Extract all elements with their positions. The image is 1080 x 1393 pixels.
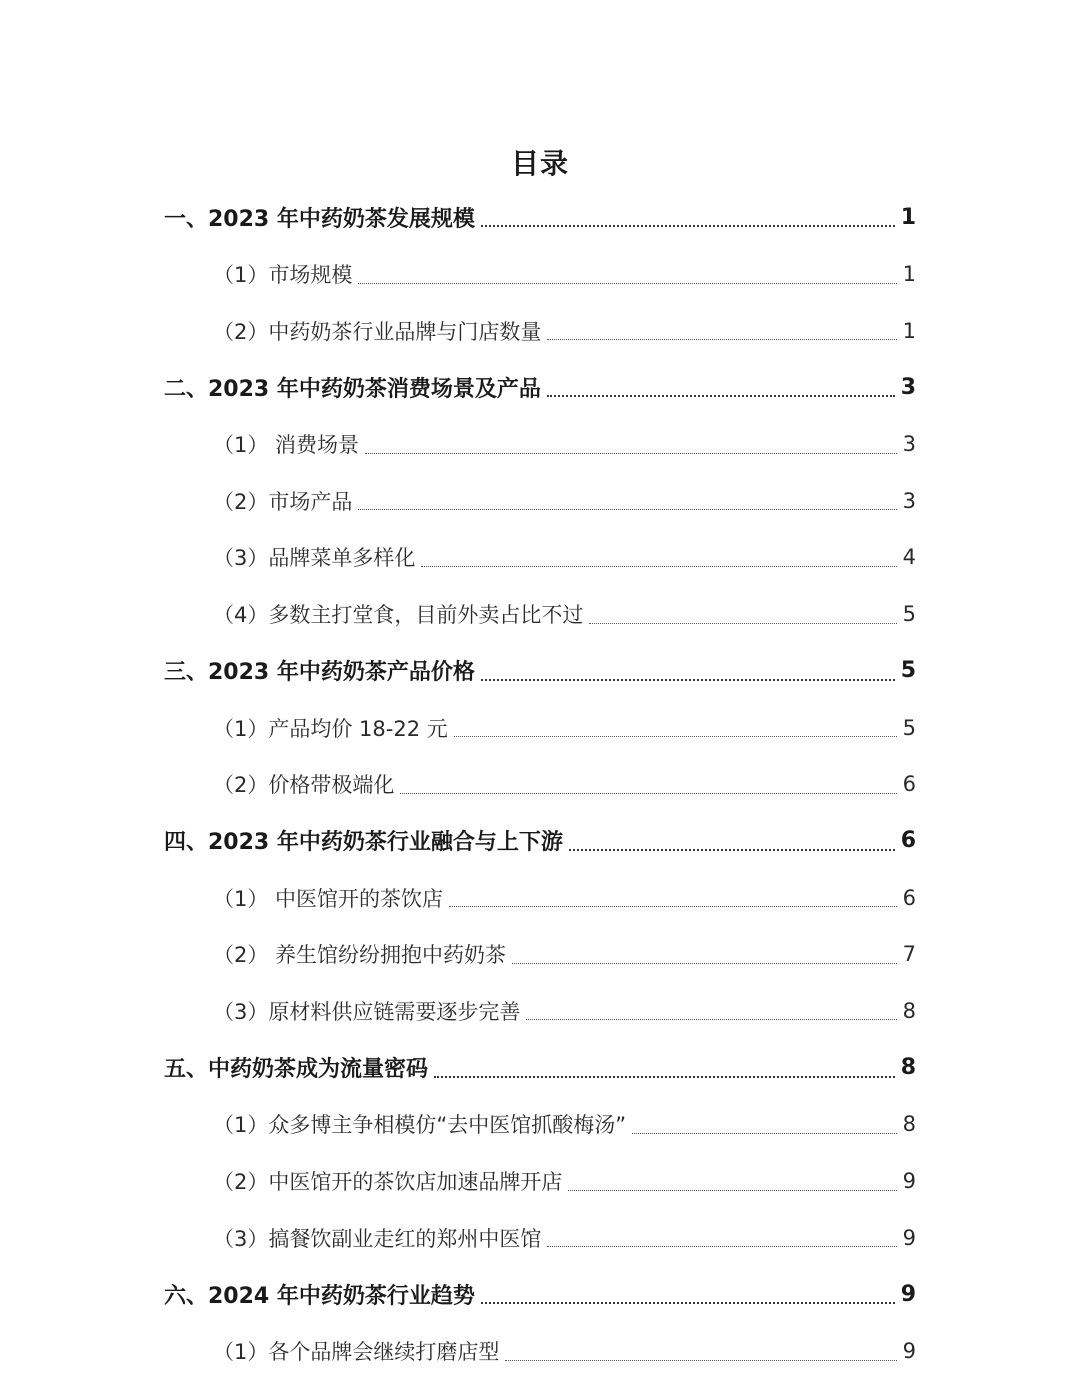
toc-dot-leader: [434, 1076, 895, 1078]
toc-subsection-entry[interactable]: [0, 246, 1080, 303]
toc-dot-leader: [481, 1302, 895, 1304]
toc-dot-leader: [547, 1246, 896, 1247]
toc-dot-leader: [589, 623, 896, 624]
toc-page-number: 9: [900, 1281, 916, 1307]
toc-entry-text: （1） 消费场景: [213, 433, 360, 458]
toc-page-number: 5: [902, 602, 916, 627]
toc-entry-text: （2） 养生馆纷纷拥抱中药奶茶: [213, 943, 507, 968]
toc-subsection-entry[interactable]: [0, 529, 1080, 586]
toc-dot-leader: [358, 283, 896, 284]
toc-entry-text: 一、2023 年中药奶茶发展规模: [164, 206, 475, 232]
toc-section-entry[interactable]: [0, 359, 1080, 416]
toc-dot-leader: [547, 395, 895, 397]
toc-subsection-entry[interactable]: [0, 472, 1080, 529]
toc-entry-text: （2）价格带极端化: [213, 773, 395, 798]
toc-page-number: 6: [902, 885, 916, 910]
toc-subsection-entry[interactable]: [0, 586, 1080, 643]
toc-dot-leader: [449, 906, 897, 907]
toc-entry-text: （1）各个品牌会继续打磨店型: [213, 1340, 500, 1365]
toc-entry-text: （1）众多博主争相模仿“去中医馆抓酸梅汤”: [213, 1113, 627, 1138]
toc-section-entry[interactable]: [0, 813, 1080, 870]
toc-page-number: 9: [902, 1225, 916, 1250]
toc-section-entry[interactable]: [0, 1039, 1080, 1096]
toc-dot-leader: [569, 849, 895, 851]
toc-entry-text: （3）搞餐饮副业走红的郑州中医馆: [213, 1226, 542, 1251]
toc-page-number: 8: [902, 998, 916, 1023]
toc-entry-text: （2）中医馆开的茶饮店加速品牌开店: [213, 1170, 563, 1195]
toc-dot-leader: [481, 225, 895, 227]
toc-subsection-entry[interactable]: [0, 983, 1080, 1040]
toc-page-number: 5: [902, 715, 916, 740]
toc-subsection-entry[interactable]: [0, 1153, 1080, 1210]
toc-entry-text: （4）多数主打堂食，目前外卖占比不过: [213, 603, 584, 628]
toc-section-entry[interactable]: [0, 1266, 1080, 1323]
toc-title: 目录: [510, 147, 569, 180]
toc-dot-leader: [547, 339, 896, 340]
toc-entry-text: （1） 中医馆开的茶饮店: [213, 886, 444, 911]
toc-subsection-entry[interactable]: [0, 416, 1080, 473]
toc-dot-leader: [358, 509, 896, 510]
toc-page-number: 1: [902, 262, 916, 287]
toc-dot-leader: [505, 1360, 896, 1361]
toc-entry-text: （1）市场规模: [213, 263, 353, 288]
toc-dot-leader: [421, 566, 896, 567]
toc-page-number: 3: [902, 432, 916, 457]
toc-page-number: 6: [900, 828, 916, 854]
toc-subsection-entry[interactable]: [0, 1096, 1080, 1153]
toc-dot-leader: [632, 1133, 897, 1134]
toc-page-number: 1: [900, 204, 916, 230]
toc-entry-text: （3）原材料供应链需要逐步完善: [213, 999, 521, 1024]
toc-dot-leader: [454, 736, 897, 737]
toc-entry-text: （2）中药奶茶行业品牌与门店数量: [213, 319, 542, 344]
toc-page-number: 8: [900, 1055, 916, 1081]
toc-subsection-entry[interactable]: [0, 1323, 1080, 1380]
toc-dot-leader: [481, 679, 895, 681]
toc-subsection-entry[interactable]: [0, 756, 1080, 813]
toc-page-number: 7: [902, 942, 916, 967]
toc-subsection-entry[interactable]: [0, 1209, 1080, 1266]
toc-subsection-entry[interactable]: [0, 302, 1080, 359]
toc-entry-text: 二、2023 年中药奶茶消费场景及产品: [164, 376, 541, 402]
toc-subsection-entry[interactable]: [0, 869, 1080, 926]
toc-dot-leader: [526, 1019, 896, 1020]
toc-page-number: 9: [902, 1339, 916, 1364]
toc-entry-text: （1）产品均价 18-22 元: [213, 716, 448, 741]
toc-page-number: 5: [900, 658, 916, 684]
toc-dot-leader: [568, 1190, 896, 1191]
toc-entry-text: 三、2023 年中药奶茶产品价格: [164, 660, 475, 686]
toc-subsection-entry[interactable]: [0, 926, 1080, 983]
toc-section-entry[interactable]: [0, 643, 1080, 700]
toc-dot-leader: [512, 963, 897, 964]
toc-entry-text: 四、2023 年中药奶茶行业融合与上下游: [164, 830, 563, 856]
toc-dot-leader: [365, 453, 897, 454]
toc-page-number: 3: [902, 488, 916, 513]
toc-page-number: 1: [902, 318, 916, 343]
toc-subsection-entry[interactable]: [0, 699, 1080, 756]
toc-page-number: 8: [902, 1112, 916, 1137]
toc-page-number: 4: [902, 545, 916, 570]
toc-entry-text: （3）品牌菜单多样化: [213, 546, 416, 571]
toc-dot-leader: [400, 793, 896, 794]
toc-page-number: 9: [902, 1169, 916, 1194]
toc-page-number: 3: [900, 374, 916, 400]
toc-page-number: 6: [902, 772, 916, 797]
toc-entry-text: 六、2024 年中药奶茶行业趋势: [164, 1283, 475, 1309]
toc-list: [0, 189, 1080, 1379]
toc-section-entry[interactable]: [0, 189, 1080, 246]
toc-entry-text: 五、中药奶茶成为流量密码: [164, 1057, 429, 1083]
toc-entry-text: （2）市场产品: [213, 489, 353, 514]
